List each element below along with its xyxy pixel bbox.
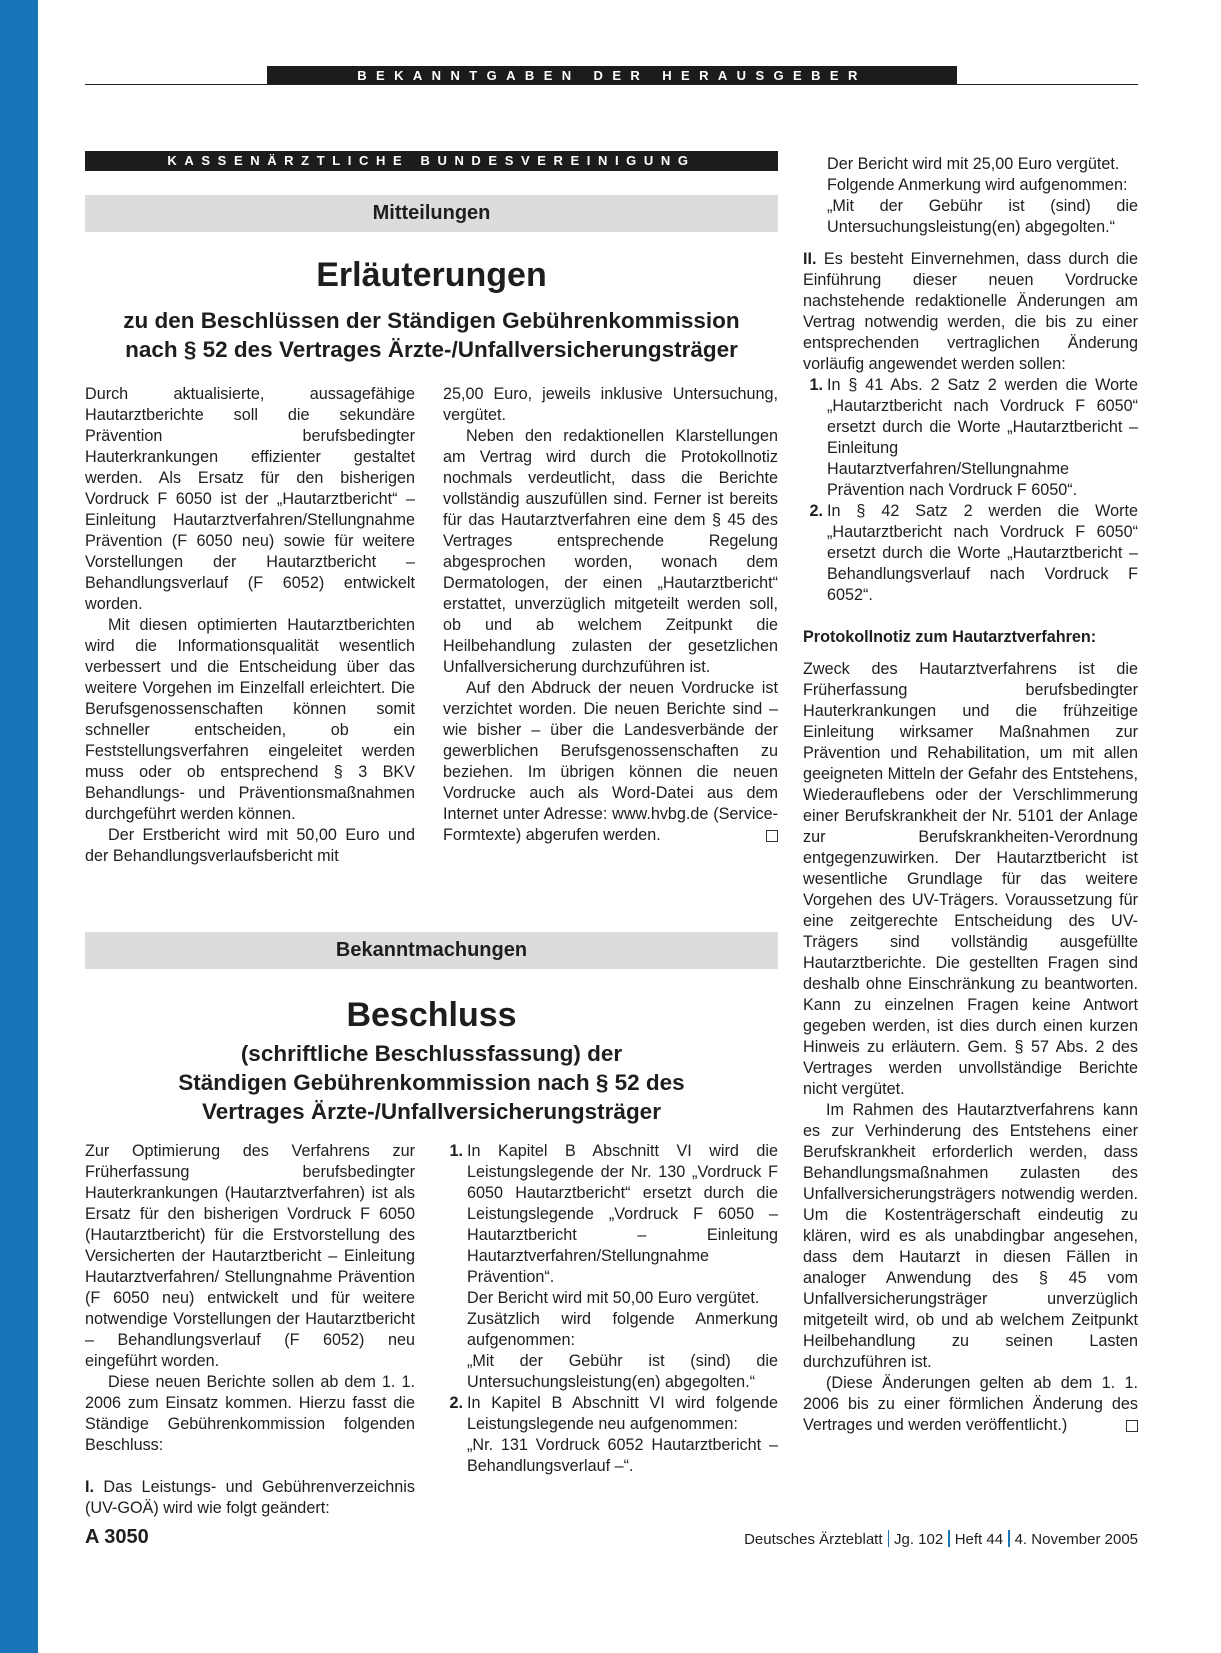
separator [1008, 1530, 1010, 1547]
paragraph: Der Erstbericht wird mit 50,00 Euro und der Behandlungsverlaufsbericht mit [85, 826, 415, 865]
list-item-text: In § 42 Satz 2 werden die Worte „Hautarztbericht nach Vordruck F 6050“ ersetzt durch die Worte „Hautarztbericht – Behandlungsverlauf nach Vordruck F 6052“. [827, 502, 1138, 604]
paragraph: Folgende Anmerkung wird aufgenommen: [827, 176, 1128, 194]
paragraph: Zweck des Hautarztverfahrens ist die Früherfassung berufsbedingter Hauterkrankungen und die frühzeitige Einleitung wirksamer Maßnahmen zur Prävention und Rehabilitation, um mit allen geeigneten Mitteln der Gefahr des Entstehens, Wiederauflebens oder der Verschlimmerung einer Berufskrankheit der Nr. 5101 der Anlage zur Berufskrankheiten-Verordnung entgegenzuwirken. Der Hautarztbericht ist wesentliche Grundlage für das weitere Vorgehen des UV-Trägers. Voraussetzung für eine zeitgerechte Entscheidung des UV-Trägers sind vollständig ausgefüllte Hautarztberichte. Die gestellten Fragen sind deshalb ohne Einschränkung zu beantworten. Kann zu einzelnen Fragen keine Antwort gegeben werden, ist dies durch einen kurzen Hinweis zu erläutern. Gem. § 57 Abs. 2 des Vertrages werden unvollständige Berichte nicht vergütet. [803, 660, 1138, 1098]
paragraph: Im Rahmen des Hautarztverfahrens kann es zur Verhinderung des Entstehens einer Berufskrankheit erforderlich werden, dass Behandlungsmaßnahmen zulasten des Unfallversicherungsträgers notwendig werden. Um die Kostenträgerschaft eindeutig zu klären, wird es als unabdingbar angesehen, dass dem Hautarzt in diesen Fällen in analoger Anwendung des § 45 vom Unfallversicherungsträger unverzüglich mitgeteilt wird, ob und ab welchem Zeitpunkt Heilbehandlung zu seinen Lasten durchzuführen ist. [803, 1101, 1138, 1371]
beschluss-subtitle-1: (schriftliche Beschlussfassung) der [240, 1041, 623, 1066]
list-number: 1. [809, 376, 823, 394]
left-accent-bar [0, 0, 38, 1653]
separator [888, 1530, 890, 1547]
mitteilungen-column-1 [85, 384, 415, 867]
erlaeuterungen-title: Erläuterungen [316, 256, 547, 294]
page-number: A 3050 [85, 1526, 149, 1548]
separator [948, 1530, 950, 1547]
paragraph: Zusätzlich wird folgende Anmerkung aufgenommen: [467, 1310, 778, 1349]
paragraph: Auf den Abdruck der neuen Vordrucke ist verzichtet worden. Die neuen Berichte sind – wie bisher – über die Landesverbände der gewerblichen Berufsgenossenschaften zu beziehen. Im übrigen können die neuen Vordrucke auch als Word-Datei aus dem Internet unter Adresse: www.hvbg.de (Service-Formtexte) abgerufen werden. [443, 679, 778, 844]
journal-name: Deutsches Ärzteblatt [744, 1531, 883, 1548]
paragraph: Neben den redaktionellen Klarstellungen am Vertrag wird durch die Protokollnotiz nochmals verdeutlicht, dass die Berichte vollständig auszufüllen sind. Ferner ist bereits für das Hautarztverfahren eine dem § 45 des Vertrages entsprechende Regelung abgesprochen worden, wonach dem Dermatologen, der einen „Hautarztbericht“ erstattet, unverzüglich mitgeteilt werden soll, ob und ab welchem Zeitpunkt die Heilbehandlung zulasten der gesetzlichen Unfallversicherung durchzuführen ist. [443, 427, 778, 676]
list-number: 2. [449, 1394, 463, 1412]
paragraph: „Mit der Gebühr ist (sind) die Untersuchungsleistung(en) abgegolten.“ [827, 197, 1138, 236]
erlaeuterungen-subtitle-1: zu den Beschlüssen der Ständigen Gebührenkommission [123, 308, 740, 333]
paragraph: Mit diesen optimierten Hautarztberichten wird die Informationsqualität wesentlich verbessert und die Entscheidung über das weitere Vorgehen im Einzelfall erleichtert. Die Berufsgenossenschaften können somit schneller entscheiden, ob ein Feststellungsverfahren eingeleitet werden muss oder ob entsprechend § 3 BKV Behandlungs- und Präventionsmaßnahmen durchgeführt werden können. [85, 616, 415, 823]
volume: Jg. 102 [894, 1531, 944, 1548]
footer-citation [744, 1530, 1138, 1548]
paragraph: Der Bericht wird mit 25,00 Euro vergütet. [827, 155, 1120, 173]
issue: Heft 44 [954, 1531, 1004, 1548]
list-number: 2. [809, 502, 823, 520]
roman-numeral-label: II. [803, 250, 817, 268]
beschluss-column-1 [85, 1141, 415, 1519]
protokoll-heading: Protokollnotiz zum Hautarztverfahren: [803, 628, 1097, 646]
paragraph: 25,00 Euro, jeweils inklusive Untersuchung, vergütet. [443, 385, 778, 424]
paragraph: Durch aktualisierte, aussagefähige Hautarztberichte soll die sekundäre Prävention berufsbedingter Hauterkrankungen effizienter gestaltet werden. Als Ersatz für den bisherigen Vordruck F 6050 ist der „Hautarztbericht“ – Einleitung Hautarztverfahren/Stellungnahme Prävention (F 6050 neu) sowie für weitere Vorstellungen der Hautarztbericht – Behandlungsverlauf (F 6052) entwickelt worden. [85, 385, 415, 613]
end-of-article-mark [766, 830, 778, 842]
paragraph: Zur Optimierung des Verfahrens zur Früherfassung berufsbedingter Hauterkrankungen (Hautarztverfahren) ist als Ersatz für den bisherigen Vordruck F 6050 (Hautarztbericht) für die Erstvorstellung des Versicherten der Hautarztbericht – Einleitung Hautarztverfahren/ Stellungnahme Prävention (F 6050 neu) entwickelt und für weitere notwendige Vorstellungen der Hautarztbericht – Behandlungsverlauf (F 6052) neu eingeführt worden. [85, 1142, 415, 1370]
roman-numeral-label: I. [85, 1478, 94, 1496]
list-number: 1. [449, 1142, 463, 1160]
list-item-text: In § 41 Abs. 2 Satz 2 werden die Worte „Hautarztbericht nach Vordruck F 6050“ ersetzt durch die Worte „Hautarztbericht – Einleitung Hautarztverfahren/Stellungnahme Prävention nach Vordruck F 6050“. [827, 376, 1138, 499]
header-rule [85, 84, 1138, 85]
paragraph: Der Bericht wird mit 50,00 Euro vergütet. [467, 1289, 760, 1307]
paragraph: „Mit der Gebühr ist (sind) die Untersuchungsleistung(en) abgegolten.“ [467, 1352, 778, 1391]
erlaeuterungen-subtitle-2: nach § 52 des Vertrages Ärzte-/Unfallversicherungsträger [125, 337, 738, 362]
paragraph: (Diese Änderungen gelten ab dem 1. 1. 2006 bis zu einer förmlichen Änderung des Vertrages und werden veröffentlicht.) [803, 1374, 1138, 1434]
mitteilungen-column-2 [443, 384, 778, 846]
paragraph: Das Leistungs- und Gebührenverzeichnis (UV-GOÄ) wird wie folgt geändert: [85, 1478, 415, 1517]
paragraph: „Nr. 131 Vordruck 6052 Hautarztbericht – Behandlungsverlauf –“. [467, 1436, 778, 1475]
date: 4. November 2005 [1014, 1531, 1138, 1548]
list-item-text: In Kapitel B Abschnitt VI wird die Leistungslegende der Nr. 130 „Vordruck F 6050 Hautarztbericht“ ersetzt durch die Leistungslegende „Vordruck F 6050 – Hautarztbericht – Einleitung Hautarztverfahren/Stellungnahme Prävention“. [467, 1142, 778, 1286]
header-band: BEKANNTGABEN DER HERAUSGEBER [267, 66, 957, 85]
right-column [803, 154, 1138, 1436]
beschluss-title: Beschluss [346, 996, 517, 1034]
beschluss-column-2 [443, 1141, 778, 1477]
bekanntmachungen-band: Bekanntmachungen [85, 932, 778, 969]
mitteilungen-band: Mitteilungen [85, 195, 778, 232]
beschluss-subtitle-2: Ständigen Gebührenkommission nach § 52 des [178, 1070, 685, 1095]
beschluss-subtitle-3: Vertrages Ärzte-/Unfallversicherungsträger [202, 1099, 661, 1124]
section-band-kbv: KASSENÄRZTLICHE BUNDESVEREINIGUNG [85, 151, 778, 171]
paragraph: Diese neuen Berichte sollen ab dem 1. 1. 2006 zum Einsatz kommen. Hierzu fasst die Ständige Gebührenkommission folgenden Beschluss: [85, 1373, 415, 1454]
list-item-text: In Kapitel B Abschnitt VI wird folgende Leistungslegende neu aufgenommen: [467, 1394, 778, 1433]
paragraph: Es besteht Einvernehmen, dass durch die Einführung dieser neuen Vordrucke nachstehende redaktionelle Änderungen am Vertrag notwendig werden, die bis zu einer entsprechenden vertraglichen Änderung vorläufig angewendet werden sollen: [803, 250, 1138, 373]
end-of-article-mark [1126, 1420, 1138, 1432]
